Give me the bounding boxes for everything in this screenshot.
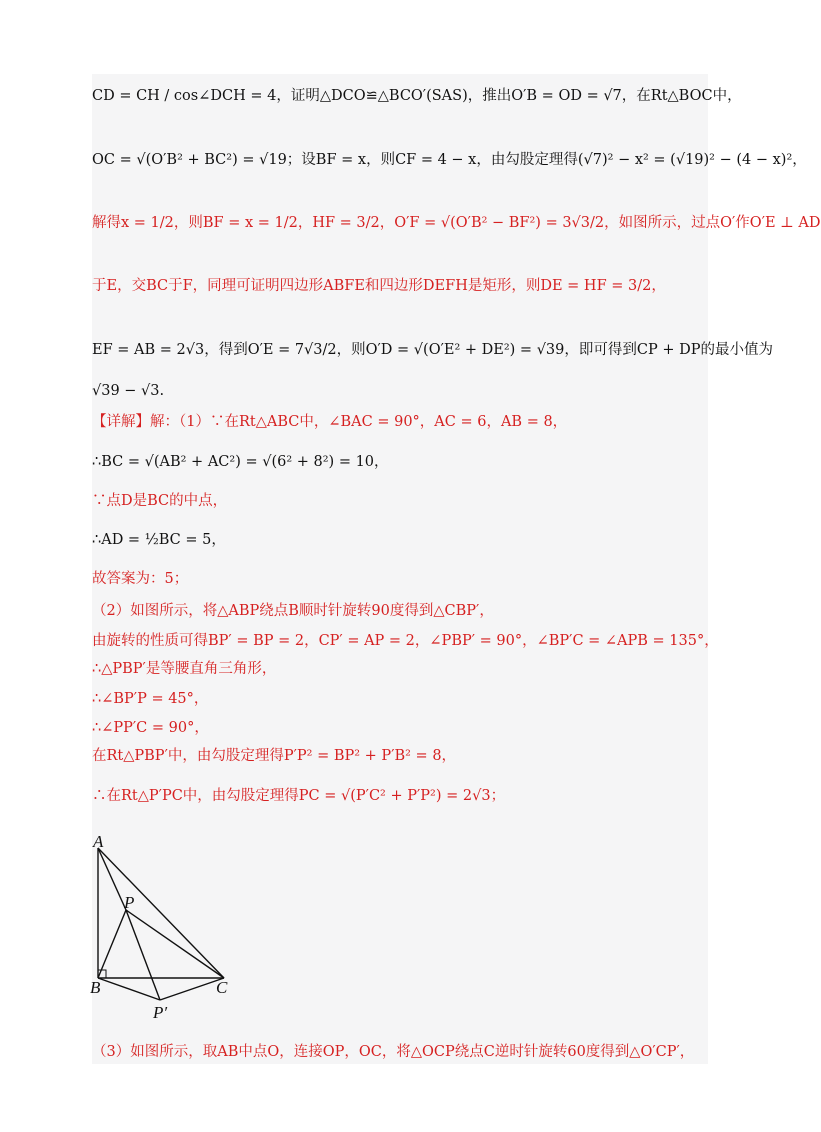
detail-heading: 【详解】解：（1）∵在Rt△ABC中，∠BAC = 90°，AC = 6，AB = 8， <box>92 414 568 430</box>
solution-line-6: √39 − √3. <box>92 383 165 399</box>
detail-line-midpoint: ∵点D是BC的中点， <box>92 493 228 509</box>
solution-line-5: EF = AB = 2√3，得到O′E = 7√3/2，则O′D = √(O′E² + DE²) = √39，即可得到CP + DP的最小值为 <box>92 342 773 358</box>
solution-line-2: OC = √(O′B² + BC²) = √19；设BF = x，则CF = 4 − x，由勾股定理得(√7)² − x² = (√19)² − (4 − x)²， <box>92 152 807 168</box>
segment-pc <box>126 910 224 978</box>
segment-bp-prime <box>98 978 160 1000</box>
detail-line-angle-90: ∴∠PP′C = 90°， <box>92 720 209 736</box>
segment-p-prime-c <box>160 978 224 1000</box>
detail-line-answer: 故答案为：5； <box>92 571 189 587</box>
label-p-prime: P′ <box>153 1003 168 1022</box>
segment-pp-prime <box>126 910 160 1000</box>
detail-line-pythag-1: 在Rt△PBP′中，由勾股定理得P′P² = BP² + P′B² = 8， <box>92 748 457 764</box>
final-line-part3: （3）如图所示，取AB中点O，连接OP，OC，将△OCP绕点C逆时针旋转60度得到△O′CP′， <box>92 1044 695 1060</box>
detail-line-bc: ∴BC = √(AB² + AC²) = √(6² + 8²) = 10， <box>92 454 389 470</box>
solution-line-3: 解得x = 1/2，则BF = x = 1/2，HF = 3/2，O′F = √(O′B² − BF²) = 3√3/2，如图所示，过点O′作O′E ⊥ AD <box>92 215 821 231</box>
detail-line-ad: ∴AD = ½BC = 5， <box>92 532 226 548</box>
label-p: P <box>124 893 135 912</box>
segment-ap <box>98 848 126 910</box>
label-a: A <box>93 832 104 851</box>
detail-line-rotation: 由旋转的性质可得BP′ = BP = 2，CP′ = AP = 2，∠PBP′ = 90°，∠BP′C = ∠APB = 135°， <box>92 633 719 649</box>
solution-line-4: 于E，交BC于F，同理可证明四边形ABFE和四边形DEFH是矩形，则DE = HF = 3/2， <box>92 278 666 294</box>
detail-line-isosceles: ∴△PBP′是等腰直角三角形， <box>92 661 277 677</box>
segment-ac <box>98 848 224 978</box>
label-c: C <box>216 978 228 997</box>
detail-line-angle-45: ∴∠BP′P = 45°， <box>92 691 209 707</box>
label-b: B <box>90 978 101 997</box>
segment-pb <box>98 910 126 978</box>
solution-line-1: CD = CH / cos∠DCH = 4，证明△DCO≌△BCO′(SAS)，推出O′B = OD = √7，在Rt△BOC中， <box>92 88 742 104</box>
detail-line-pythag-2: ∴在Rt△P′PC中，由勾股定理得PC = √(P′C² + P′P²) = 2√3； <box>92 788 506 804</box>
detail-line-part2: （2）如图所示，将△ABP绕点B顺时针旋转90度得到△CBP′， <box>92 603 494 619</box>
